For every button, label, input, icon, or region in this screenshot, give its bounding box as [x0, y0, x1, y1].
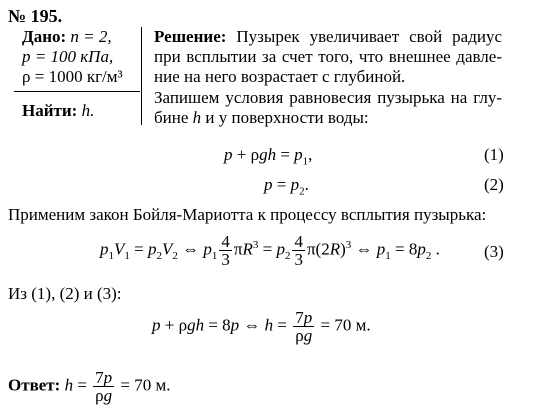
boyle-text: Применим закон Бойля-Мариотта к процессу всплытия пузырька:: [8, 205, 487, 224]
equation-2-number: (2): [484, 175, 504, 194]
answer-label: Ответ:: [8, 375, 61, 395]
equation-3-number: (3): [484, 242, 504, 261]
solution-line-1: [154, 27, 502, 47]
equation-1-number: (1): [484, 145, 504, 164]
answer-result: = 70 м.: [120, 375, 171, 395]
find-line: [22, 101, 94, 121]
final-result: = 70 м.: [320, 315, 371, 335]
solution-line-5: бине h и у поверхности воды:: [154, 108, 369, 127]
given-n: n = 2,: [70, 27, 112, 46]
given-rho: ρ = 1000 кг/м³: [22, 67, 123, 86]
solution-line-4: Запишем условия равновесия пузырька на глу-: [154, 88, 502, 107]
given-divider: [14, 91, 140, 92]
find-label: Найти:: [22, 101, 78, 120]
solution-line-2: при всплытии за счет того, что внешнее давле-: [154, 47, 502, 66]
equation-1: $p + \rho gh = p_1$,: [224, 145, 313, 168]
answer-line: Ответ: h = $\frac{7p}{\rho g}$ = 70 м.: [8, 368, 171, 405]
given-p: p = 100 кПа,: [22, 47, 114, 66]
solution-label: Решение:: [154, 27, 227, 46]
from-text: Из (1), (2) и (3):: [8, 284, 122, 303]
given-line-1: [22, 27, 112, 47]
equation-2: $p = p_2$.: [264, 175, 309, 198]
equation-3: $p_1V_1 = p_2V_2$ ⇔ $p_1$ $\frac{4}{3}$ $\pi R^3 = p_2$ $\frac{4}{3}$ $\pi(2R)^3$ ⇔ $p_1 = 8p_2$ .: [100, 232, 440, 269]
vertical-divider: [141, 27, 142, 125]
problem-number: № 195.: [8, 6, 63, 26]
find-value: h.: [81, 101, 95, 120]
solution-text-1: Пузырек увеличивает свой радиус: [236, 27, 503, 46]
final-equation: p + ρgh = 8p ⇔ h = $\frac{7p}{\rho g}$ = 70 м.: [152, 308, 371, 345]
given-label: Дано:: [22, 27, 67, 46]
solution-line-3: ние на него возрастает с глубиной.: [154, 67, 406, 86]
